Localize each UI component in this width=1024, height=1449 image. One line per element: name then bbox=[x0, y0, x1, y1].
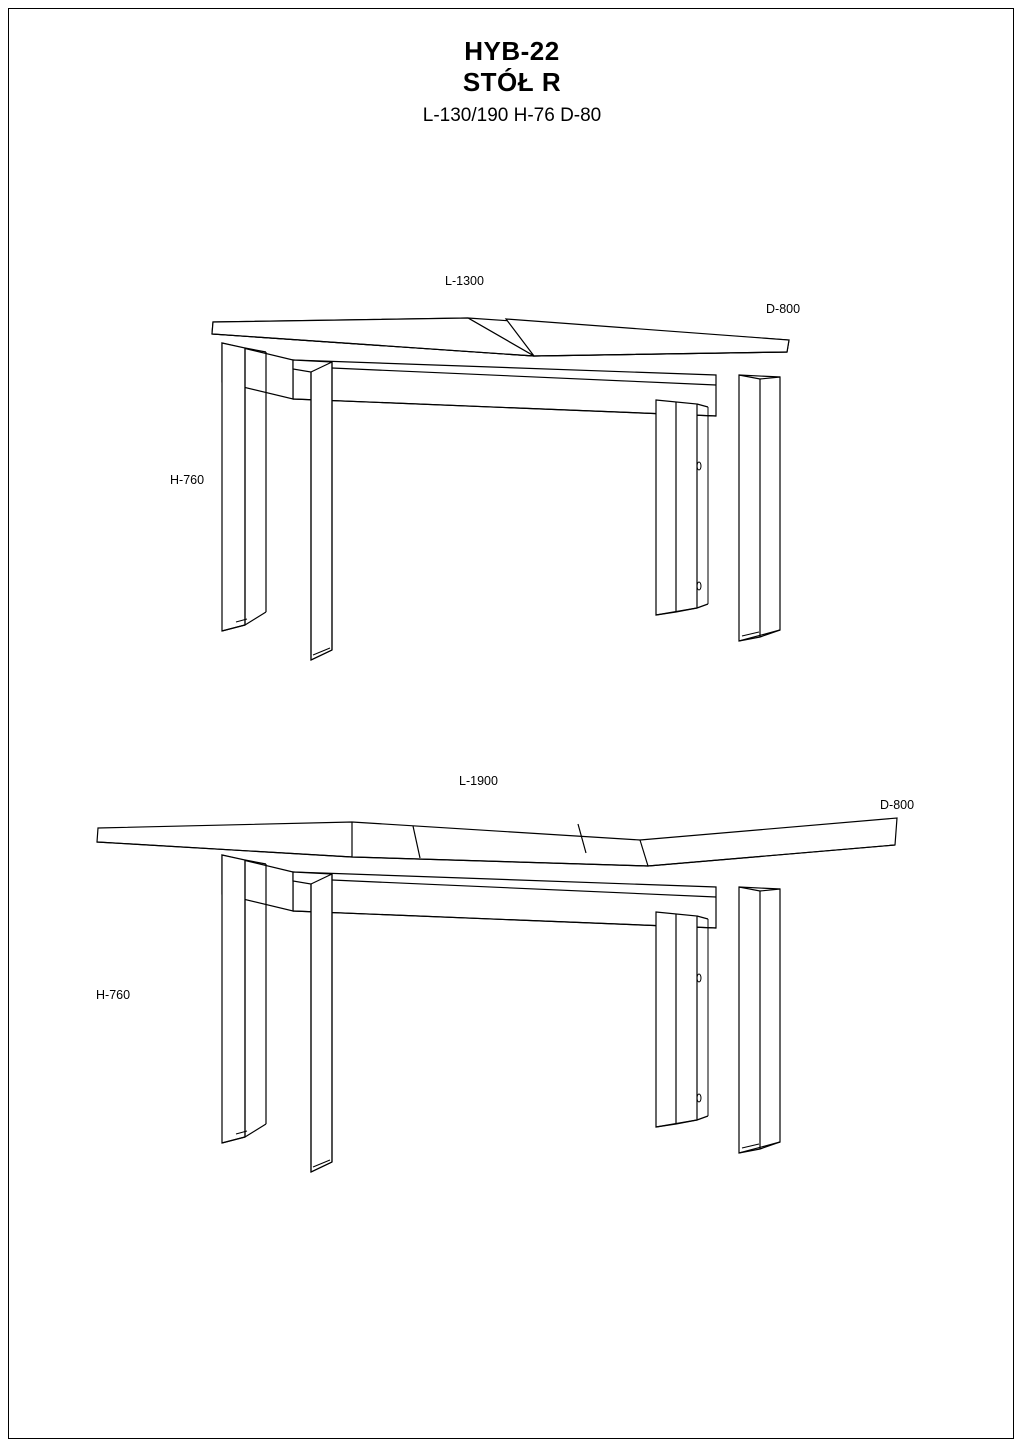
dimension-depth-closed: D-800 bbox=[766, 302, 801, 316]
product-code: HYB-22 bbox=[464, 36, 560, 66]
dimension-height-closed: H-760 bbox=[170, 473, 205, 487]
product-dimensions: L-130/190 H-76 D-80 bbox=[422, 105, 602, 126]
dimension-length-closed: L-1300 bbox=[445, 274, 484, 288]
view-extended-table bbox=[97, 818, 897, 1172]
product-name: STÓŁ R bbox=[462, 67, 562, 97]
dimension-height-extended: H-760 bbox=[96, 988, 131, 1002]
dimension-depth-extended: D-800 bbox=[880, 798, 915, 812]
dimension-length-extended: L-1900 bbox=[459, 774, 498, 788]
view-closed-table bbox=[212, 318, 789, 660]
